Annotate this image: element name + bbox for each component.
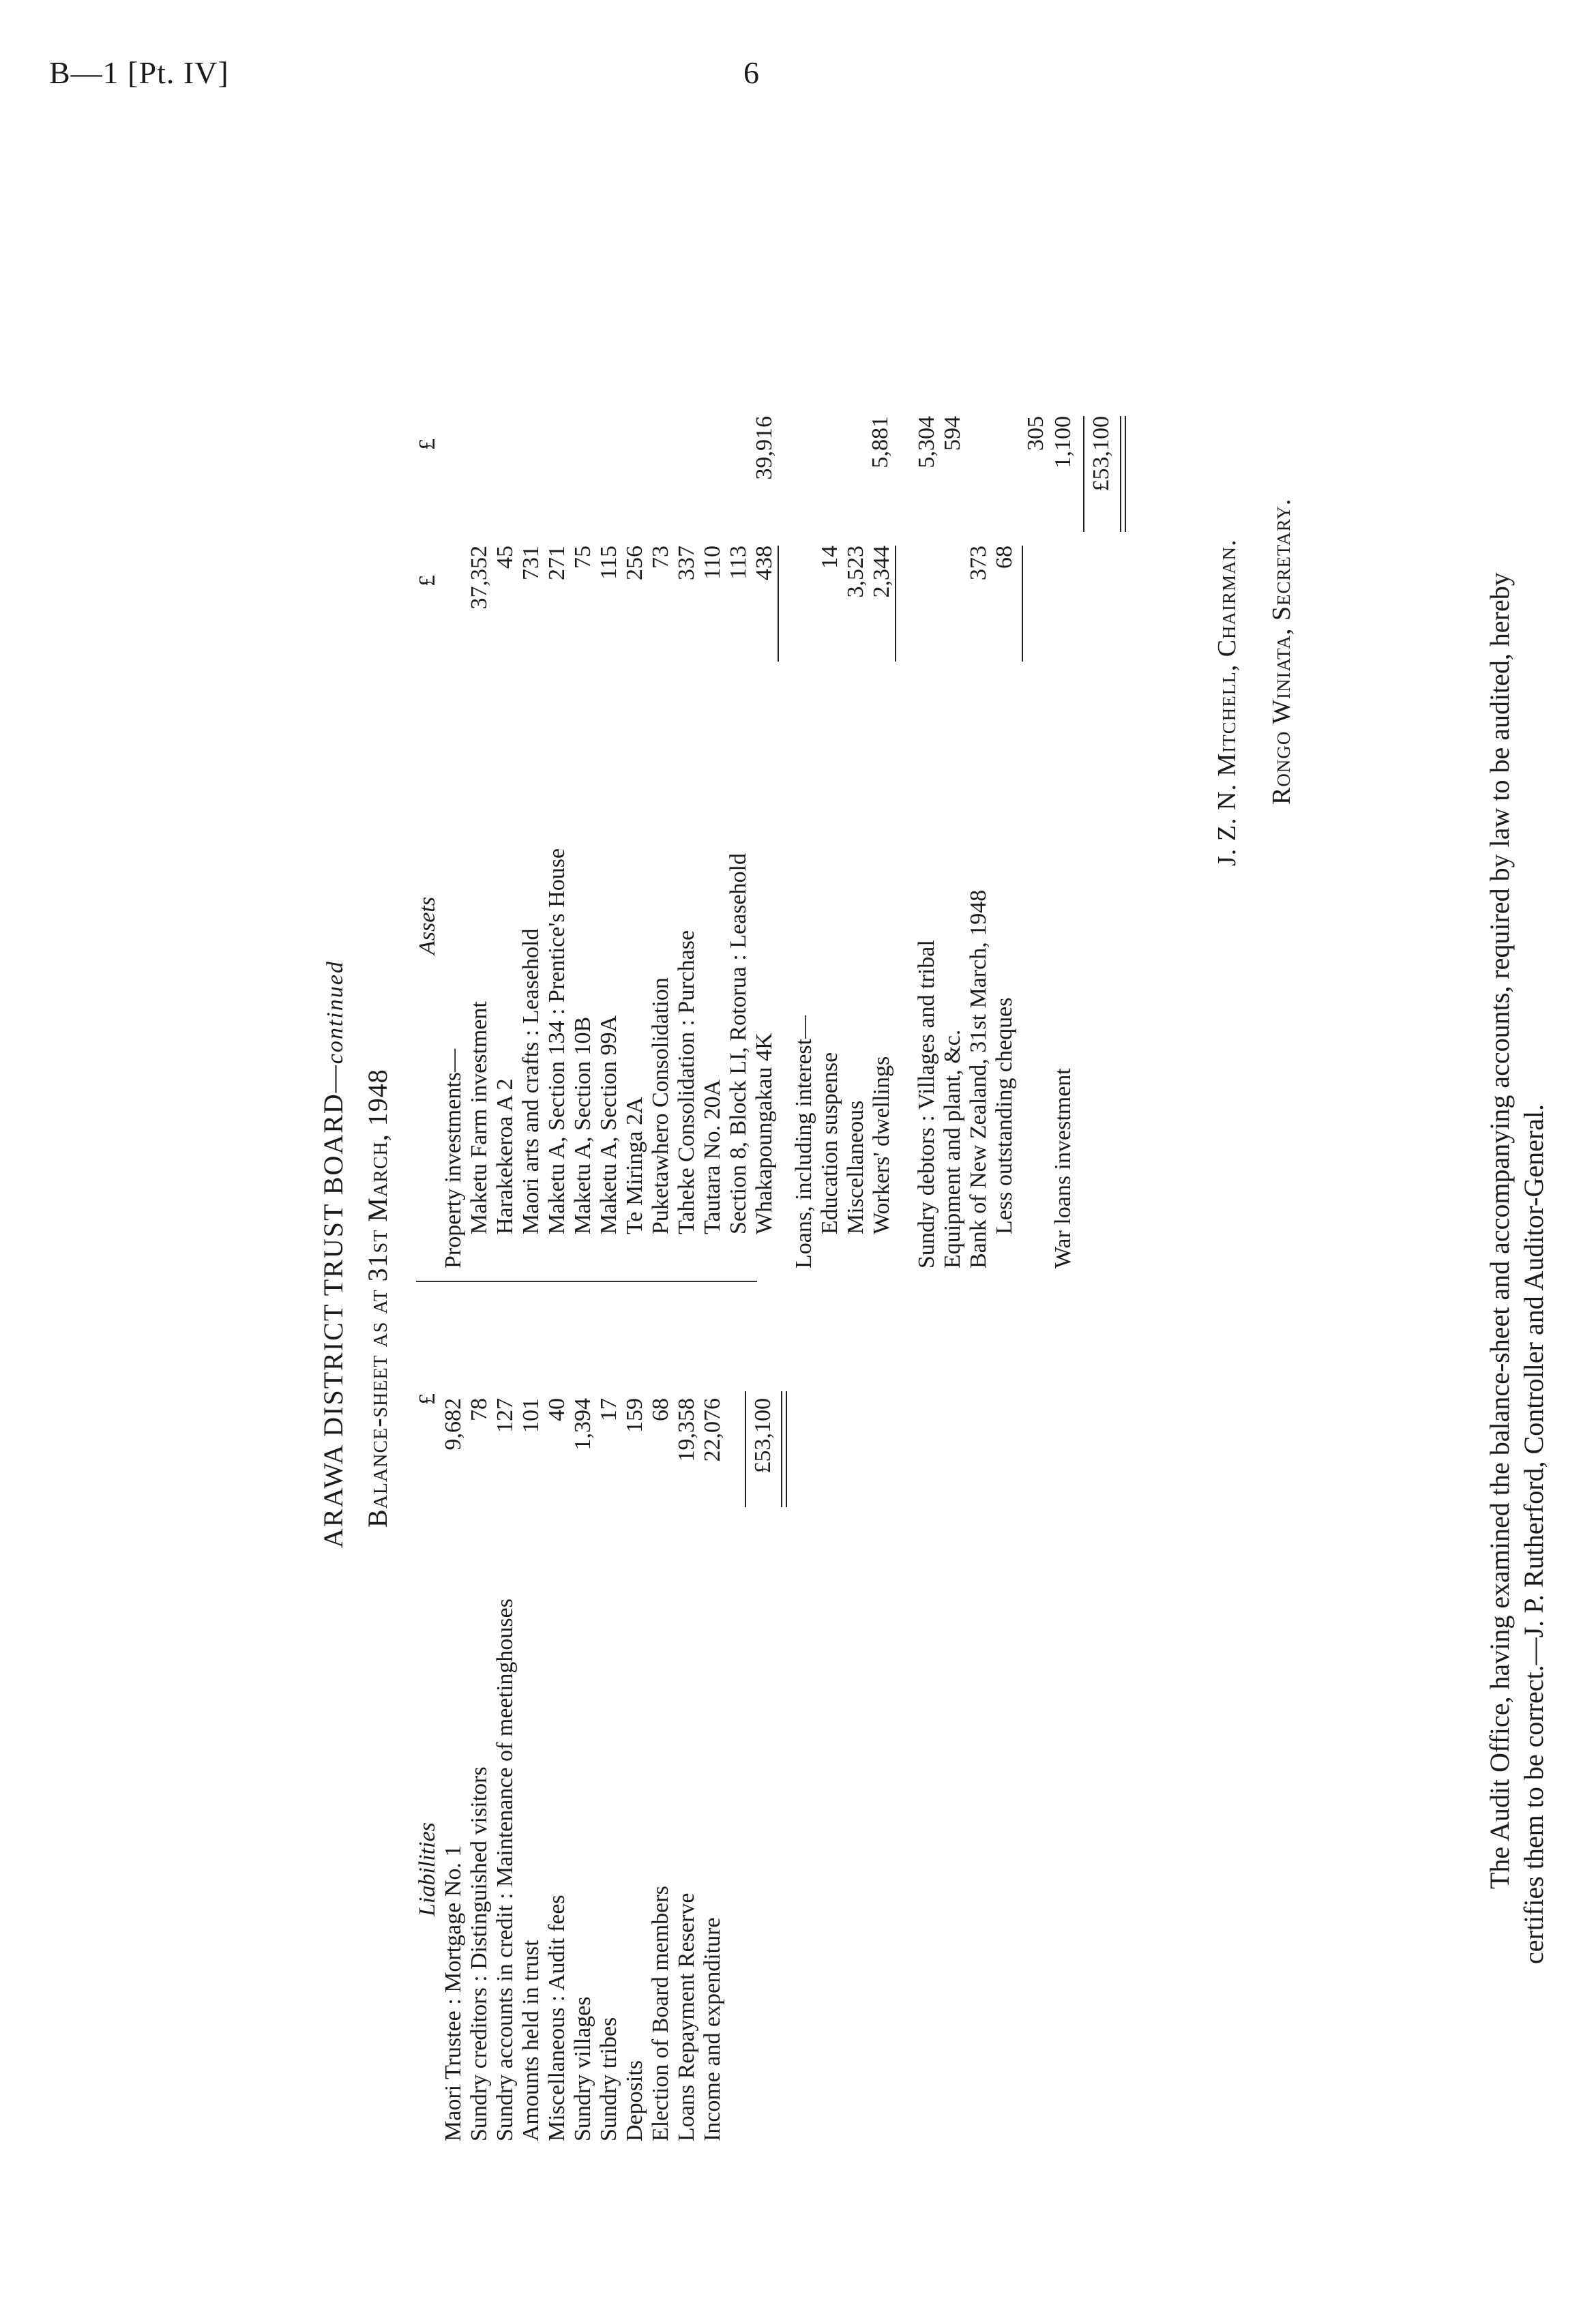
property-row-value: 731 [518,546,544,580]
liability-row-value: 22,076 [700,1398,725,1462]
liabilities-total: £53,100 [750,1398,775,1474]
loans-rule [895,546,896,662]
property-row-value: 115 [596,546,621,580]
property-total: 39,916 [752,416,777,480]
liabilities-heading: Liabilities [415,1822,440,1916]
assets-total: £53,100 [1089,416,1114,492]
liability-row-label: Sundry accounts in credit : Maintenance of meetinghouses [492,1599,518,2141]
bank-label: Bank of New Zealand, 31st March, 1948 [966,889,991,1268]
property-row-label: Section 8, Block LI, Rotorua : Leasehold [726,853,751,1234]
audit-statement-line-1: The Audit Office, having examined the balance-sheet and accompanying accounts, required by law to be audited, hereby [1484,572,1515,1889]
liability-row-value: 40 [544,1398,570,1421]
balance-sheet [232,205,1596,2251]
property-row-label: Puketawhero Consolidation [648,977,673,1234]
secretary-signature: Rongo Winiata, Secretary. [1267,498,1296,805]
bank-rule [1022,546,1023,662]
loan-row-value: 14 [817,546,842,569]
property-row-value: 75 [570,546,595,569]
property-row-value: 45 [492,546,518,569]
liability-row-value: 101 [518,1398,544,1433]
document-reference: B—1 [Pt. IV] [49,55,229,90]
liabilities-currency: £ [415,1393,440,1405]
property-row-label: Maketu A, Section 99A [596,1015,621,1234]
property-heading: Property investments— [441,1048,466,1268]
liability-row-label: Election of Board members [648,1886,673,2141]
property-row-value: 271 [544,546,570,580]
liability-row-value: 1,394 [570,1398,595,1451]
liability-row-value: 78 [467,1398,492,1421]
loan-row-label: Miscellaneous [843,1100,868,1234]
liability-row-value: 9,682 [441,1398,466,1451]
property-row-label: Tautara No. 20A [700,1079,725,1234]
assets-currency-2: £ [415,439,440,450]
page-number: 6 [743,55,760,90]
loan-row-value: 2,344 [869,546,894,598]
property-row-value: 438 [752,546,777,580]
liability-row-label: Sundry creditors : Distinguished visitors [467,1766,492,2141]
liability-row-label: Income and expenditure [700,1917,725,2141]
property-row-label: Maketu Farm investment [467,1001,492,1234]
report-title: ARAWA DISTRICT TRUST BOARD—continued [318,960,349,1548]
liability-row-value: 19,358 [674,1398,699,1462]
property-rule [778,546,779,662]
report-subtitle: Balance-sheet as at 31st March, 1948 [362,1069,393,1528]
property-row-label: Harakekeroa A 2 [492,1078,518,1234]
outstanding-cheques-value: 68 [992,546,1017,569]
property-row-value: 73 [648,546,673,569]
property-row-label: Maketu A, Section 10B [570,1016,595,1234]
outstanding-cheques-label: Less outstanding cheques [992,997,1017,1234]
assets-rule [1083,416,1084,532]
liability-row-label: Amounts held in trust [518,1940,544,2141]
liability-row-label: Sundry tribes [596,2017,621,2141]
property-row-value: 256 [622,546,647,580]
assets-double-rule [1120,416,1126,532]
liability-row-label: Miscellaneous : Audit fees [544,1895,570,2141]
liability-row-value: 159 [622,1398,647,1433]
property-row-label: Te Miringa 2A [622,1097,647,1234]
property-row-value: 110 [700,546,725,580]
liabilities-rule [745,1391,746,1507]
property-row-value: 113 [726,546,751,580]
property-row-label: Whakapoungakau 4K [752,1033,777,1234]
liability-row-label: Deposits [622,2060,647,2141]
audit-statement-line-2: certifies them to be correct.—J. P. Rutherford, Controller and Auditor-General. [1518,1103,1549,1964]
property-row-label: Taheke Consolidation : Purchase [674,930,699,1234]
liability-row-value: 17 [596,1398,621,1421]
bank-value: 373 [966,546,991,580]
assets-currency-1: £ [415,575,440,587]
loan-row-label: Workers' dwellings [869,1056,894,1234]
loans-total: 5,881 [868,416,893,469]
chairman-signature: J. Z. N. Mitchell, Chairman. [1213,539,1241,866]
loans-heading: Loans, including interest— [791,1015,816,1268]
liability-row-label: Maori Trustee : Mortgage No. 1 [441,1845,466,2141]
liability-row-label: Loans Repayment Reserve [674,1892,699,2141]
column-divider [416,1281,757,1282]
property-row-label: Maketu A, Section 134 : Prentice's House [544,848,570,1234]
liability-row-value: 68 [648,1398,673,1421]
liability-row-value: 127 [492,1398,518,1433]
war-loans-label: War loans investment [1050,1068,1076,1268]
sundry-debtors-label: Sundry debtors : Villages and tribal [914,940,939,1268]
liabilities-double-rule [781,1391,787,1507]
loan-row-label: Education suspense [817,1052,842,1234]
property-row-value: 37,352 [467,546,492,610]
property-row-value: 337 [674,546,699,580]
liability-row-label: Sundry villages [570,1996,595,2141]
war-loans-value: 1,100 [1050,416,1076,469]
equipment-label: Equipment and plant, &c. [940,1029,965,1268]
sundry-debtors-value: 5,304 [914,416,939,469]
equipment-value: 594 [940,416,965,451]
assets-heading: Assets [415,897,440,955]
loan-row-value: 3,523 [843,546,868,598]
bank-net-value: 305 [1023,416,1048,451]
property-row-label: Maori arts and crafts : Leasehold [518,928,544,1234]
